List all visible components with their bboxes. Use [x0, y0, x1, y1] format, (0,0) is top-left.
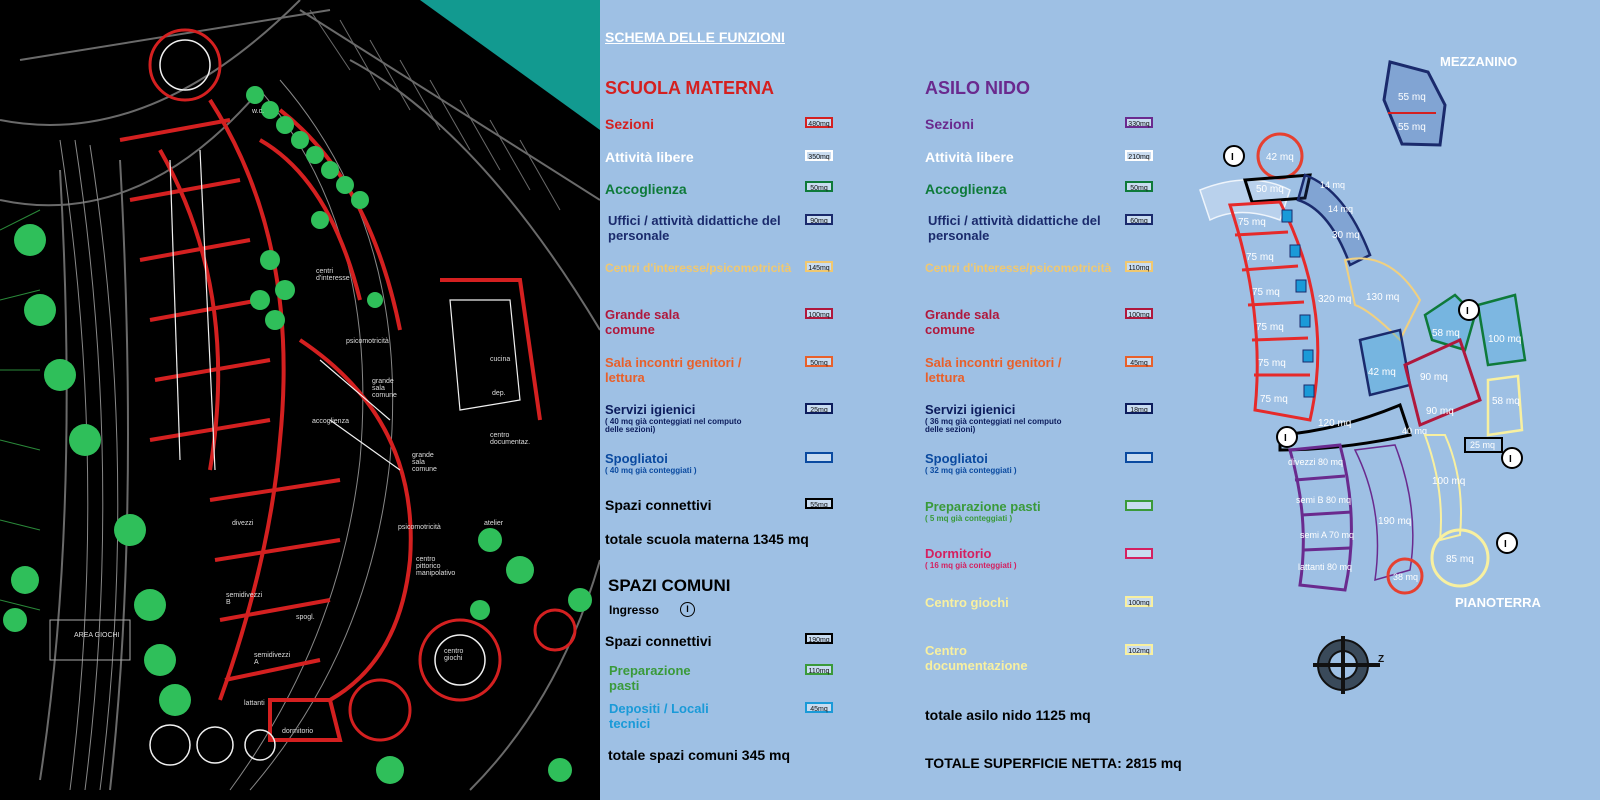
plan-label-grande-sala: grande sala comune	[372, 378, 397, 399]
mezzanino-room-1: 55 mq	[1398, 92, 1426, 103]
asilo-item-accoglienza: Accoglienza	[925, 181, 1007, 197]
asilo-value-uffici: 60mq	[1125, 214, 1153, 225]
scuola-spogliatoi-note: ( 40 mq già conteggiati )	[605, 465, 697, 475]
diagram-room-g6: 58 mq	[1492, 396, 1520, 407]
scuola-value-servizi: 25mq	[805, 403, 833, 414]
asilo-dormitorio-note: ( 16 mq già conteggiati )	[925, 560, 1017, 570]
entrance-marker-3	[1277, 427, 1297, 447]
diagram-nido-100: 100 mq	[1432, 476, 1466, 487]
scuola-item-attivita-libere: Attività libere	[605, 149, 694, 165]
svg-text:I: I	[1284, 433, 1287, 444]
ingresso-label: Ingresso	[609, 603, 660, 617]
grand-total: TOTALE SUPERFICIE NETTA: 2815 mq	[925, 755, 1182, 771]
site-green-lines	[0, 210, 40, 610]
scuola-value-attivita-libere: 350mq	[805, 150, 833, 161]
comuni-value-preparazione: 110mq	[805, 664, 833, 675]
scuola-total: totale scuola materna 1345 mq	[605, 531, 809, 547]
room-42-block	[1360, 330, 1410, 395]
asilo-preparazione-label: Preparazione pasti	[925, 499, 1041, 514]
scuola-servizi-label: Servizi igienici	[605, 402, 696, 417]
asilo-nido-title: ASILO NIDO	[925, 78, 1031, 98]
scuola-value-uffici: 90mq	[805, 214, 833, 225]
asilo-value-centro-documentazione: 102mq	[1125, 644, 1153, 655]
diagram-sezione-1: 75 mq	[1238, 217, 1266, 228]
plan-label-centro-documentazione: centro documentaz.	[490, 432, 531, 446]
asilo-value-attivita-libere: 210mq	[1125, 150, 1153, 161]
uffici-block	[1478, 295, 1525, 365]
asilo-spogliatoi-note: ( 32 mq già conteggiati )	[925, 465, 1017, 475]
asilo-dormitorio-label: Dormitorio	[925, 546, 992, 561]
scuola-item-connettivi: Spazi connettivi	[605, 497, 712, 513]
diagram-room-a2: 50 mq	[1256, 184, 1284, 195]
diagram-room-a1: 42 mq	[1266, 152, 1294, 163]
diagram-nido-divezzi: divezzi 80 mq	[1288, 457, 1344, 467]
entrance-marker-5	[1497, 533, 1517, 553]
diagram-sezione-4: 75 mq	[1256, 322, 1284, 333]
comuni-value-connettivi: 190mq	[805, 633, 833, 644]
plan-label-lattanti: lattanti	[244, 700, 265, 707]
scuola-value-sezioni: 480mq	[805, 117, 833, 128]
plan-label-psicomotricita-2: psicomotricità	[398, 524, 441, 531]
comuni-item-preparazione: Preparazione pasti	[609, 663, 691, 693]
scuola-value-accoglienza: 50mq	[805, 181, 833, 192]
scuola-materna-title: SCUOLA MATERNA	[605, 78, 774, 98]
diagram-room-g3: 42 mq	[1368, 367, 1396, 378]
asilo-item-uffici: Uffici / attività didattiche del personale	[928, 213, 1101, 243]
plan-outer-walls	[0, 0, 600, 790]
asilo-value-grande-sala: 100mq	[1125, 308, 1153, 319]
diagram-nido-190: 190 mq	[1378, 516, 1412, 527]
asilo-total: totale asilo nido 1125 mq	[925, 707, 1091, 723]
asilo-value-sala-incontri: 45mq	[1125, 356, 1153, 367]
diagram-room-g2: 100 mq	[1488, 334, 1522, 345]
scuola-spogliatoi-label: Spogliatoi	[605, 451, 668, 466]
ingresso-icon: I	[680, 602, 695, 617]
page-title: SCHEMA DELLE FUNZIONI	[605, 29, 785, 45]
asilo-value-centri: 110mq	[1125, 261, 1153, 272]
scuola-value-grande-sala: 100mq	[805, 308, 833, 319]
mezzanino-room-2: 55 mq	[1398, 122, 1426, 133]
scuola-item-servizi	[605, 403, 745, 435]
asilo-value-servizi: 18mq	[1125, 403, 1153, 414]
plan-label-dormitorio: dormitorio	[282, 728, 314, 735]
diagram-room-a4: 14 mq	[1328, 204, 1354, 214]
comuni-item-depositi: Depositi / Locali tecnici	[609, 701, 709, 731]
asilo-item-dormitorio	[925, 547, 1017, 570]
functional-diagram	[1170, 40, 1600, 740]
asilo-item-sezioni: Sezioni	[925, 116, 975, 132]
plan-label-centro-giochi: centro giochi	[444, 648, 464, 662]
asilo-item-preparazione	[925, 500, 1041, 523]
svg-text:I: I	[1231, 152, 1234, 163]
comuni-total: totale spazi comuni 345 mq	[608, 747, 791, 763]
scuola-value-connettivi: 55mq	[805, 498, 833, 509]
asilo-value-preparazione	[1125, 500, 1153, 511]
floor-plan	[0, 0, 600, 800]
asilo-value-centro-giochi: 100mq	[1125, 596, 1153, 607]
scuola-value-centri: 145mq	[805, 261, 833, 272]
diagram-room-g8: 25 mq	[1470, 440, 1496, 450]
plan-label-grande-sala-2: grande sala comune	[412, 452, 437, 473]
diagram-connettivo-120: 120 mq	[1318, 418, 1352, 429]
scuola-item-sezioni: Sezioni	[605, 116, 655, 132]
plan-label-cucina: cucina	[490, 356, 511, 363]
diagram-room-g1: 58 mq	[1432, 328, 1460, 339]
asilo-servizi-label: Servizi igienici	[925, 402, 1016, 417]
legend-panel	[600, 0, 1600, 800]
svg-text:I: I	[1504, 539, 1507, 550]
asilo-value-sezioni: 330mq	[1125, 117, 1153, 128]
diagram-nido-85: 85 mq	[1446, 554, 1474, 565]
asilo-item-attivita-libere: Attività libere	[925, 149, 1014, 165]
spazi-comuni-title: SPAZI COMUNI	[608, 576, 731, 595]
floor-plan-drawing	[0, 0, 600, 800]
svg-text:I: I	[1466, 306, 1469, 317]
diagram-nido-lattanti: lattanti 80 mq	[1298, 562, 1353, 572]
plan-label-semidivezzi-a: semidivezzi A	[254, 652, 291, 666]
area-giochi-box	[50, 620, 130, 660]
svg-text:I: I	[1509, 454, 1512, 465]
diagram-room-a5: 30 mq	[1332, 230, 1360, 241]
plan-label-centro-pittorico: centro pittorico manipolativo	[416, 556, 456, 577]
diagram-sezione-2: 75 mq	[1246, 252, 1274, 263]
pianoterra-label: PIANOTERRA	[1455, 595, 1541, 610]
plan-label-wc: w.c.	[252, 108, 265, 115]
scuola-item-accoglienza: Accoglienza	[605, 181, 687, 197]
scuola-item-centri: Centri d'interesse/psicomotricità	[605, 261, 792, 275]
comuni-item-connettivi: Spazi connettivi	[605, 633, 712, 649]
north-compass-icon	[1313, 636, 1384, 694]
connettivo-nido	[1425, 435, 1461, 540]
scuola-value-spogliatoi	[805, 452, 833, 463]
plan-label-psicomotricita: psicomotricità	[346, 338, 389, 345]
diagram-sezione-6: 75 mq	[1260, 394, 1288, 405]
asilo-preparazione-note: ( 5 mq già conteggiati )	[925, 513, 1013, 523]
svg-text:Z: Z	[1378, 654, 1385, 665]
scuola-item-uffici: Uffici / attività didattiche del personale	[608, 213, 781, 243]
asilo-spogliatoi-label: Spogliatoi	[925, 451, 988, 466]
diagram-nido-38: 38 mq	[1393, 572, 1419, 582]
scuola-value-sala-incontri: 50mq	[805, 356, 833, 367]
asilo-item-sala-incontri: Sala incontri genitori / lettura	[925, 355, 1062, 385]
plan-label-spogl: spogl.	[296, 614, 315, 621]
diagram-room-g5: 90 mq	[1426, 406, 1454, 417]
asilo-item-centro-giochi: Centro giochi	[925, 595, 1009, 610]
entrance-marker-1	[1224, 146, 1244, 166]
diagram-room-g4: 90 mq	[1420, 372, 1448, 383]
diagram-sezione-3: 75 mq	[1252, 287, 1280, 298]
asilo-item-grande-sala: Grande sala comune	[925, 307, 1000, 337]
diagram-room-g7: 40 mq	[1402, 426, 1428, 436]
diagram-nido-semi-a: semi A 70 mq	[1300, 530, 1355, 540]
asilo-item-servizi	[925, 403, 1065, 435]
plan-label-centri-interesse: centri d'interesse	[316, 268, 350, 282]
diagram-nido-semi-b: semi B 80 mq	[1296, 495, 1352, 505]
diagram-connettivo-320: 320 mq	[1318, 294, 1352, 305]
diagram-connettivo-130: 130 mq	[1366, 292, 1400, 303]
plan-label-atelier: atelier	[484, 520, 504, 527]
scuola-item-sala-incontri: Sala incontri genitori / lettura	[605, 355, 742, 385]
asilo-item-centri: Centri d'interesse/psicomotricità	[925, 261, 1112, 275]
plan-label-accoglienza: accoglienza	[312, 418, 349, 425]
plan-label-semidivezzi-b: semidivezzi B	[226, 592, 263, 606]
comuni-value-depositi: 45mq	[805, 702, 833, 713]
diagram-sezione-5: 75 mq	[1258, 358, 1286, 369]
diagram-room-a3: 14 mq	[1320, 180, 1346, 190]
scuola-item-grande-sala: Grande sala comune	[605, 307, 680, 337]
asilo-servizi-note: ( 36 mq già conteggiati nel computo delle sezioni)	[925, 416, 1062, 435]
asilo-item-centro-documentazione: Centro documentazione	[925, 643, 1028, 673]
asilo-item-spogliatoi	[925, 452, 1017, 475]
asilo-value-dormitorio	[1125, 548, 1153, 559]
asilo-value-accoglienza: 50mq	[1125, 181, 1153, 192]
plan-label-dep: dep.	[492, 390, 506, 397]
scuola-servizi-note: ( 40 mq già conteggiati nel computo delle sezioni)	[605, 416, 742, 435]
plan-label-divezzi: divezzi	[232, 520, 254, 527]
plan-label-area-giochi: AREA GIOCHI	[74, 632, 120, 639]
entrance-marker-2	[1459, 300, 1479, 320]
mezzanino-label: MEZZANINO	[1440, 54, 1518, 69]
scuola-item-spogliatoi	[605, 452, 697, 475]
entrance-marker-4	[1502, 448, 1522, 468]
asilo-value-spogliatoi	[1125, 452, 1153, 463]
